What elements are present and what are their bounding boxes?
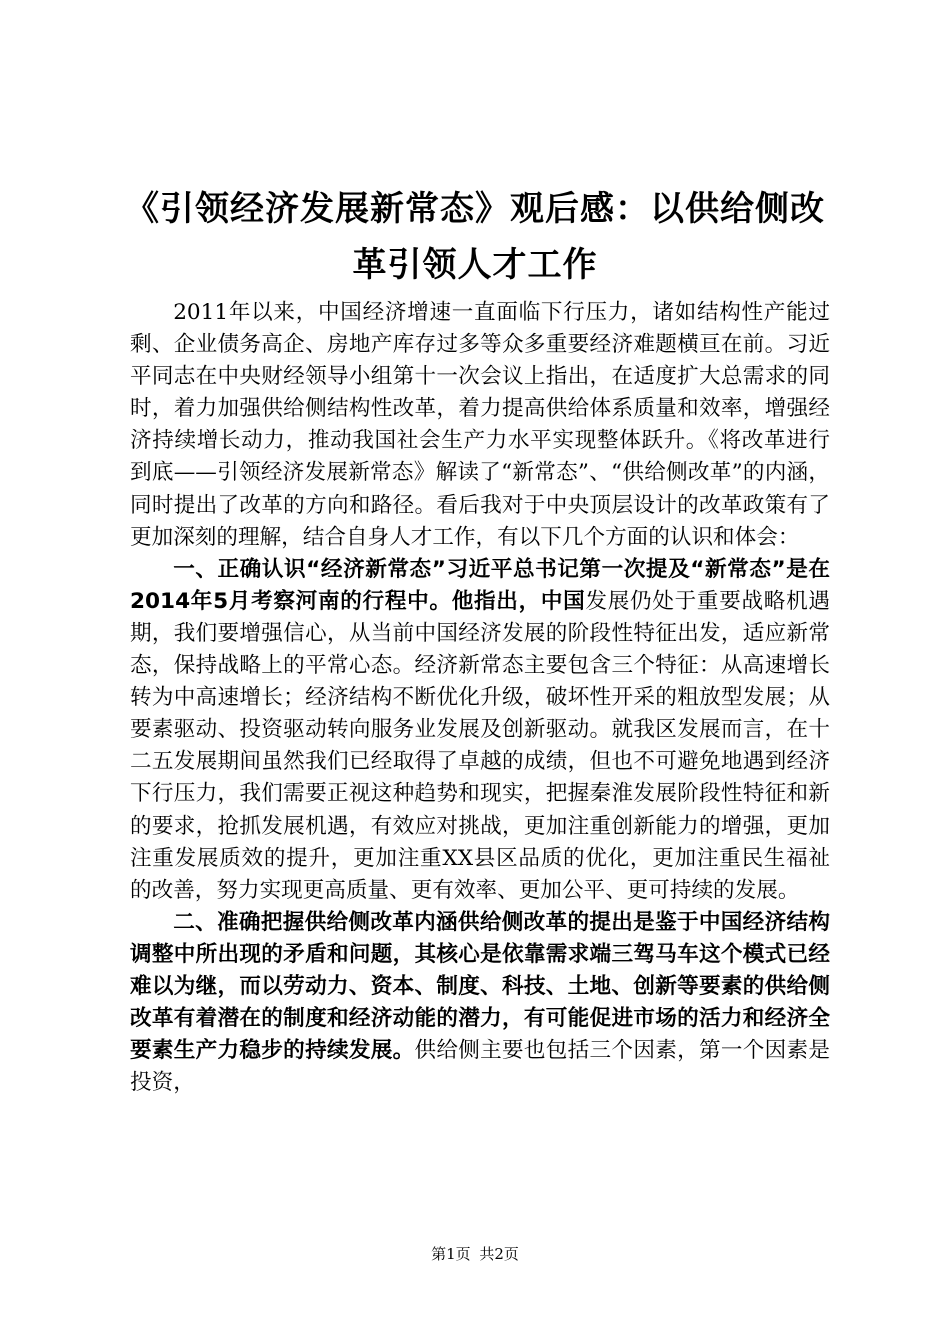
section-1-text: 发展仍处于重要战略机遇期，我们要增强信心，从当前中国经济发展的阶段性特征出发，适应新常态，保持战略上的平常心态。经济新常态主要包含三个特征：从高速增长转为中高速增长；经济结构不断优化升级，破坏性开采的粗放型发展；从要素驱动、投资驱动转向服务业发展及创新驱动。就我区发展而言，在十二五发展期间虽然我们已经取得了卓越的成绩，但也不可避免地遇到经济下行压力，我们需要正视这种趋势和现实，把握秦淮发展阶段性特征和新的要求，抢抓发展机遇，有效应对挑战，更加注重创新能力的增强，更加注重发展质效的提升，更加注重XX县区品质的优化，更加注重民生福祉的改善，努力实现更高质量、更有效率、更加公平、更可持续的发展。: [130, 588, 830, 903]
paragraph-intro: [130, 297, 830, 554]
section-1-heading: 一、正确认识“经济新常态”习近平总书记第一次提及“新常态”是在2014年5月考察河南的行程中。他指出，中国: [130, 556, 830, 614]
section-2-heading: 二、准确把握供给侧改革内涵供给侧改革的提出是鉴于中国经济结构调整中所出现的矛盾和问题，其核心是依靠需求端三驾马车这个模式已经难以为继，而以劳动力、资本、制度、科技、土地、创新等要素的供给侧改革有着潜在的制度和经济动能的潜力，有可能促进市场的活力和经济全要素生产力稳步的持续发展。: [130, 909, 830, 1064]
document-body: [130, 297, 830, 1099]
paragraph-section-2: [130, 907, 830, 1100]
section-2-text: 供给侧主要也包括三个因素，第一个因素是投资，: [130, 1038, 830, 1096]
page-total: 共2页: [479, 1245, 519, 1263]
page-footer: [0, 1243, 950, 1264]
document-title: 《引领经济发展新常态》观后感：以供给侧改革引领人才工作: [125, 189, 825, 285]
page-number: 第1页: [431, 1245, 471, 1263]
paragraph-intro-text: 2011年以来，中国经济增速一直面临下行压力，诸如结构性产能过剩、企业债务高企、房地产库存过多等众多重要经济难题横亘在前。习近平同志在中央财经领导小组第十一次会议上指出，在适度扩大总需求的同时，着力加强供给侧结构性改革，着力提高供给体系质量和效率，增强经济持续增长动力，推动我国社会生产力水平实现整体跃升。《将改革进行到底——引领经济发展新常态》解读了“新常态”、“供给侧改革”的内涵，同时提出了改革的方向和路径。看后我对于中央顶层设计的改革政策有了更加深刻的理解，结合自身人才工作，有以下几个方面的认识和体会：: [130, 300, 830, 550]
paragraph-section-1: [130, 554, 830, 907]
